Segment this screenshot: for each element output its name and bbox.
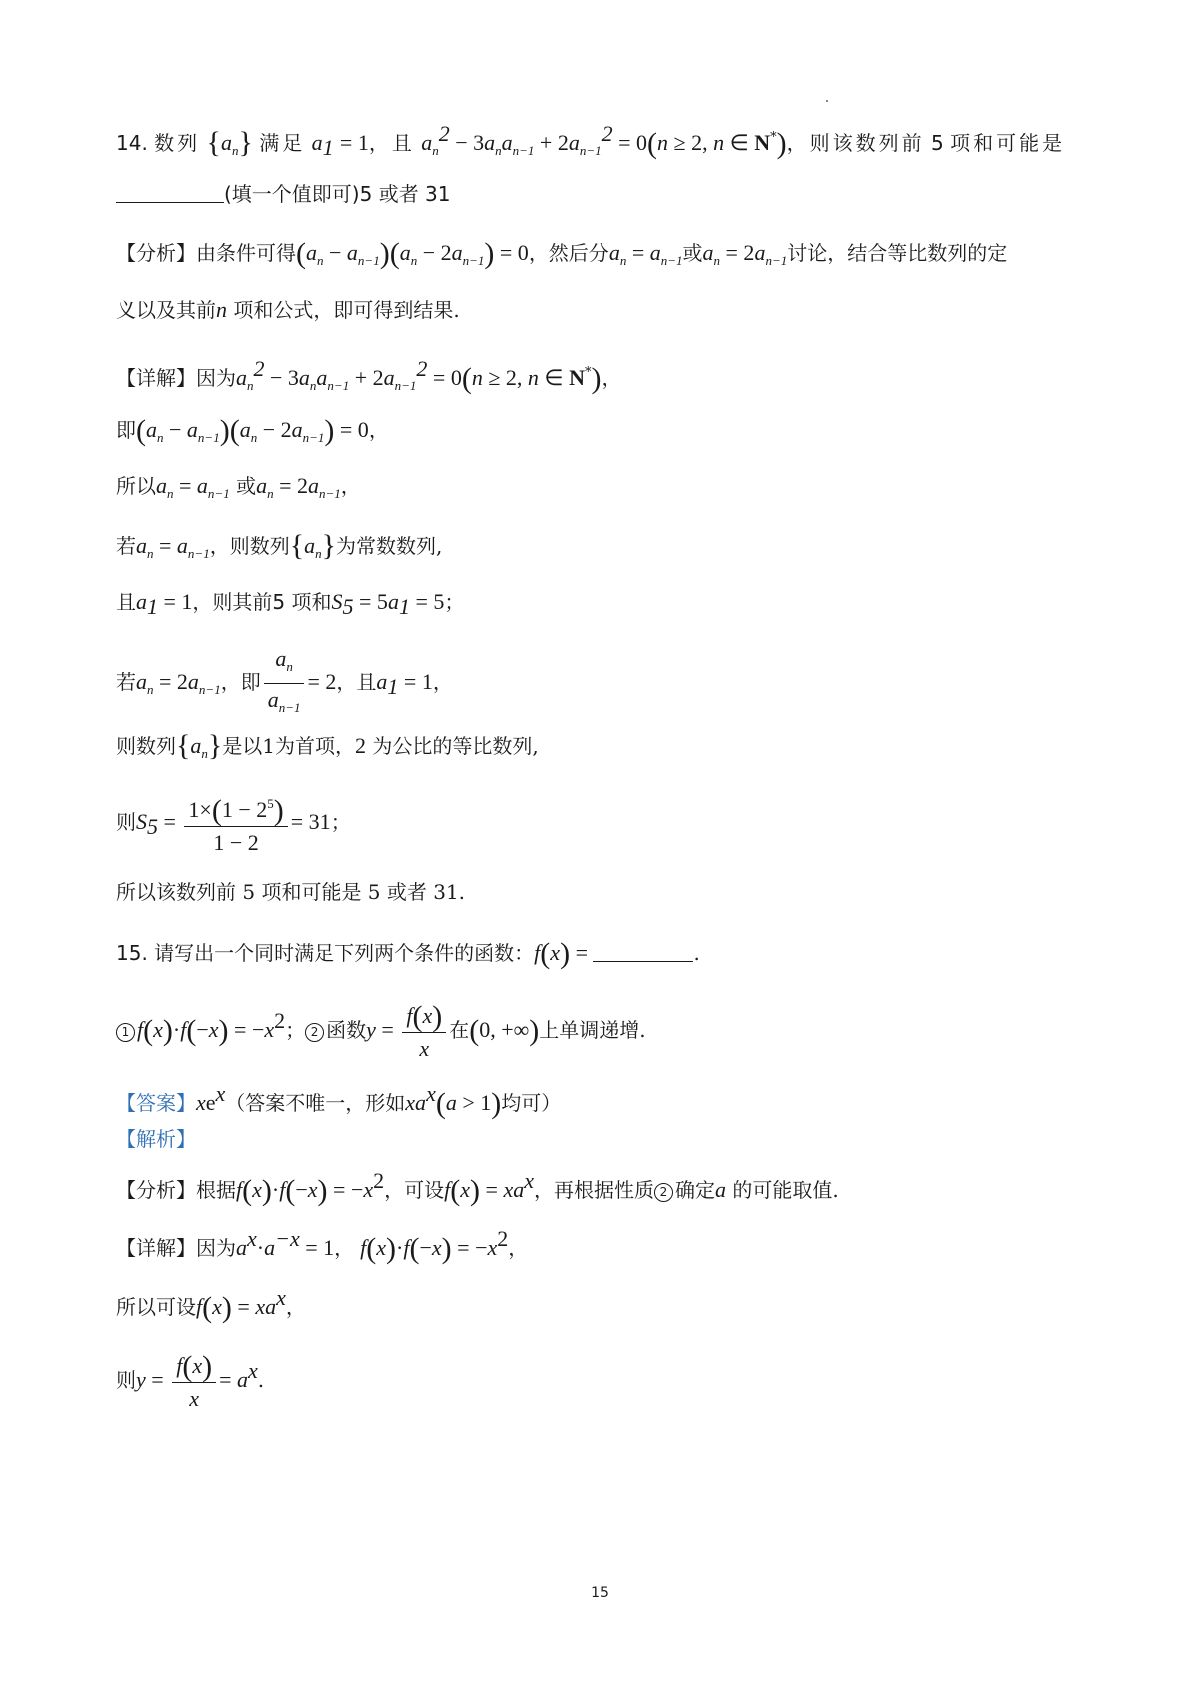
- q14-answer-line: (填一个值即可)5 或者 31: [116, 180, 451, 208]
- q14-detail-line1: 【详解】因为$a_n^2 - 3a_na_{n-1} + 2a_{n-1}^2 = 0(n \ge 2$, n ∈ N*)，: [116, 356, 622, 395]
- q15-answer: 【答案】$xe^x$（答案不唯一，形如$xa^x(a > 1)$均可）: [116, 1081, 562, 1120]
- q15-stem: 15. 请写出一个同时满足下列两个条件的函数：f(x) = .: [116, 937, 700, 970]
- q14-detail-line2: 即$(a_n - a_{n-1})(a_n - 2a_{n-1}) = 0$，: [116, 414, 389, 447]
- fx-over-x-fraction: $\frac{f(x)}{x}$: [402, 1000, 446, 1063]
- q14-conclusion: 所以该数列前 5 项和可能是 5 或者 31.: [116, 880, 466, 904]
- q14-analysis-line1: 【分析】由条件可得$(a_n - a_{n-1})(a_n - 2a_{n-1}) = 0$，然后分$a_n = a_{n-1}$或$a_n = 2a_{n-1}$讨论，结合等比数列的定: [116, 237, 1008, 270]
- q15-detail-line3: 则y = $\frac{f(x)}{x}$ = $a^x$.: [116, 1350, 265, 1411]
- q15-detail-line1: 【详解】因为$a^x\cdot a^{-x} = 1$， $f(x)\cdot f(-x) = -x^2$，: [116, 1226, 529, 1265]
- q14-stem: 14. 数列 $\{a_n\}$ 满足 $a_1 = 1$，且 $a_n^2 - 3a_na_{n-1} + 2a_{n-1}^2 = 0(n \ge 2$, n ∈ N*)，则该数列前 5 项和可能是: [116, 121, 1066, 160]
- circled-one-icon: 1: [116, 1023, 135, 1042]
- answer-blank-15[interactable]: [593, 941, 693, 962]
- q14-detail-line5: 且$a_1 = 1$，则其前5 项和$S_5 = 5a_1 = 5$；: [116, 589, 465, 619]
- q14-analysis-line2: 义以及其前n 项和公式，即可得到结果.: [116, 297, 460, 322]
- q15-jiexi: 【解析】: [116, 1127, 196, 1151]
- q14-detail-line6: 若$a_n = 2a_{n-1}$，即 $\frac{a_n}{a_{n-1}}$ = 2，且$a_1 = 1$，: [116, 645, 453, 722]
- ratio-fraction: $\frac{a_n}{a_{n-1}}$: [264, 645, 305, 722]
- answer-blank[interactable]: [116, 182, 224, 203]
- circled-two-icon: 2: [654, 1183, 673, 1202]
- q15-analysis: 【分析】根据$f(x)\cdot f(-x) = -x^2$，可设$f(x) = xa^x$，再根据性质 2 确定a 的可能取值.: [116, 1168, 839, 1207]
- q14-detail-line4: 若$a_n = a_{n-1}$，则数列$\{a_n\}$为常数数列,: [116, 529, 443, 562]
- sum-fraction: $\frac{1\times(1 - 2^5)}{1 - 2}$: [184, 790, 287, 857]
- q14-detail-line7: 则数列$\{a_n\}$是以1为首项，2 为公比的等比数列,: [116, 729, 539, 762]
- circled-two-icon: 2: [305, 1023, 324, 1042]
- q14-detail-line8: 则$S_5$ = $\frac{1\times(1 - 2^5)}{1 - 2}$ = 31；: [116, 790, 351, 858]
- stray-dot: [826, 100, 828, 102]
- q15-conditions: 1 $f(x)\cdot f(-x) = -x^2$； 2 函数y = $\frac{f(x)}{x}$ 在(0, +∞)上单调递增.: [116, 990, 646, 1063]
- page-number: 15: [591, 1585, 609, 1601]
- fx-over-x-fraction-2: $\frac{f(x)}{x}$: [172, 1350, 216, 1413]
- q14-detail-line3: 所以$a_n = a_{n-1}$ 或$a_n = 2a_{n-1}$，: [116, 473, 361, 501]
- q15-detail-line2: 所以可设$f(x) = xa^x$，: [116, 1285, 306, 1324]
